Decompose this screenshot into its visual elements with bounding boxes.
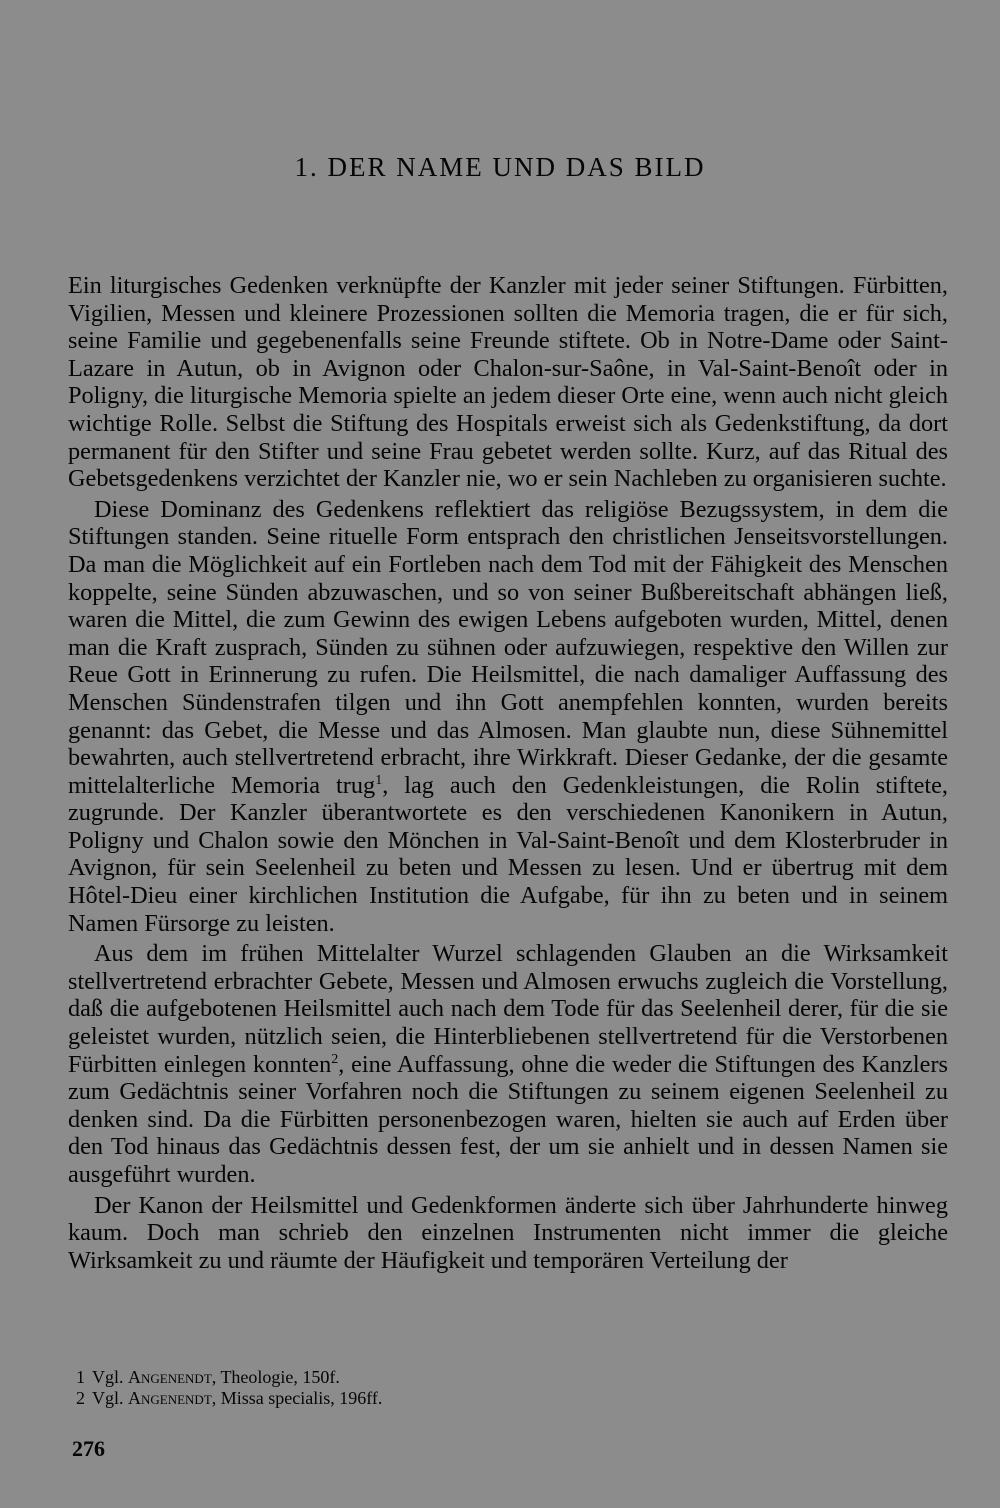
footnotes bbox=[76, 1367, 936, 1409]
footnote-ref-1: 1 bbox=[375, 772, 383, 788]
paragraph-4: Der Kanon der Heilsmittel und Gedenkformen änderte sich über Jahrhunderte hinweg kaum. Doch man schrieb den einzelnen Instrumenten nicht immer die gleiche Wirksamkeit zu und räumte der Häufigkeit und temporären Verteilung der bbox=[68, 1191, 948, 1274]
footnote-author: Angenendt bbox=[128, 1388, 212, 1408]
footnote-number: 2 bbox=[76, 1388, 85, 1408]
footnote-1 bbox=[76, 1367, 936, 1388]
body-text bbox=[68, 272, 948, 1274]
footnote-number: 1 bbox=[76, 1367, 85, 1387]
paragraph-3-part-1: Aus dem im frühen Mittelalter Wurzel schlagenden Glauben an die Wirksamkeit stellvertretend erbrachter Gebete, Messen und Almosen erwuchs zugleich die Vorstellung, daß die aufgebotenen Heilsmittel auch nach dem Tode für das Seelenheil derer, für die sie geleistet wurden, nützlich seien, die Hinterbliebenen stellvertretend für die Verstorbenen Fürbitten einlegen konnten bbox=[68, 940, 948, 1078]
paragraph-3 bbox=[68, 940, 948, 1188]
footnote-2 bbox=[76, 1388, 936, 1409]
chapter-heading: 1. DER NAME UND DAS BILD bbox=[294, 152, 706, 182]
paragraph-2-part-2: , lag auch den Gedenkleistungen, die Rolin stiftete, zugrunde. Der Kanzler überantwortete es den verschiedenen Kanonikern in Autun, Poligny und Chalon sowie den Mönchen in Val-Saint-Benoît und dem Klosterbruder in Avignon, für sein Seelenheil zu beten und Messen zu lesen. Und er übertrug mit dem Hôtel-Dieu einer kirchlichen Institution die Aufgabe, für ihn zu beten und in seinem Namen Fürsorge zu leisten. bbox=[68, 771, 948, 937]
paragraph-2-part-1: Diese Dominanz des Gedenkens reflektiert das religiöse Bezugssystem, in dem die Stiftungen standen. Seine rituelle Form entsprach den christlichen Jenseitsvorstellungen. Da man die Möglichkeit auf ein Fortleben nach dem Tod mit der Fähigkeit des Menschen koppelte, seine Sünden abzuwaschen, und so von seiner Bußbereitschaft abhängen ließ, waren die Mittel, die zum Gewinn des ewigen Lebens aufgeboten wurden, Mittel, denen man die Kraft zusprach, Sünden zu sühnen oder aufzuwiegen, respektive den Willen zur Reue Gott in Erinnerung zu rufen. Die Heilsmittel, die nach damaliger Auffassung des Menschen Sündenstrafen tilgen und ihn Gott anempfehlen konnten, wurden bereits genannt: das Gebet, die Messe und das Almosen. Man glaubte nun, diese Sühnemittel bewahrten, auch stellvertretend erbracht, ihre Wirkkraft. Dieser Gedanke, der die gesamte mittelalterliche Memoria trug bbox=[68, 495, 948, 799]
footnote-author: Angenendt bbox=[128, 1367, 212, 1387]
page-number: 276 bbox=[72, 1436, 105, 1461]
footnote-ref-2: 2 bbox=[331, 1051, 339, 1067]
footnote-prefix: Vgl. bbox=[92, 1388, 128, 1408]
paragraph-1: Ein liturgisches Gedenken verknüpfte der Kanzler mit jeder seiner Stiftungen. Fürbitten, Vigilien, Messen und kleinere Prozessionen sollten die Memoria tragen, die er für sich, seine Familie und gegebenenfalls seine Freunde stiftete. Ob in Notre-Dame oder Saint-Lazare in Autun, ob in Avignon oder Chalon-sur-Saône, in Val-Saint-Benoît oder in Poligny, die liturgische Memoria spielte an jedem dieser Orte eine, wenn auch nicht gleich wichtige Rolle. Selbst die Stiftung des Hospitals erweist sich als Gedenkstiftung, da dort permanent für den Stifter und seine Frau gebetet werden sollte. Kurz, auf das Ritual des Gebetsgedenkens verzichtet der Kanzler nie, wo er sein Nachleben zu organisieren suchte. bbox=[68, 272, 948, 493]
paragraph-2 bbox=[68, 496, 948, 938]
footnote-prefix: Vgl. bbox=[92, 1367, 128, 1387]
paragraph-3-part-2: , eine Auffassung, ohne die weder die Stiftungen des Kanzlers zum Gedächtnis seiner Vorfahren noch die Stiftungen zu seinem eigenen Seelenheil zu denken sind. Da die Fürbitten personenbezogen waren, hielten sie auch auf Erden über den Tod hinaus das Gedächtnis dessen fest, der um sie anhielt und in dessen Namen sie ausgeführt wurden. bbox=[68, 1050, 948, 1188]
footnote-citation: , Missa specialis, 196ff. bbox=[211, 1388, 383, 1408]
footnote-citation: , Theologie, 150f. bbox=[211, 1367, 340, 1387]
